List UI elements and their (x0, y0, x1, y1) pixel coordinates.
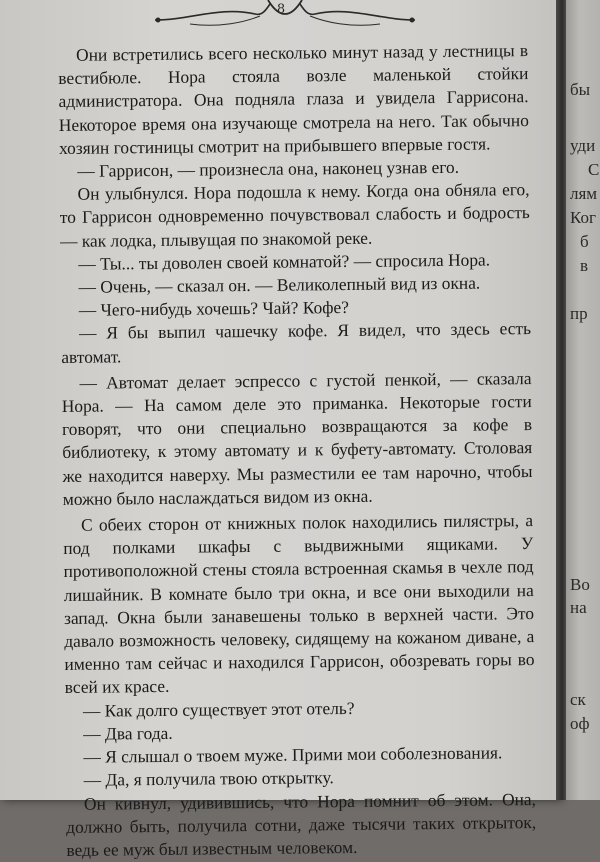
paragraph: — Да, я получила твою открытку. (83, 767, 334, 791)
paragraph: — Два года. (83, 722, 173, 744)
paragraph: — Чего-нибудь хочешь? Чай? Кофе? (78, 297, 350, 321)
body-text (58, 39, 537, 862)
next-page-fragment: в (580, 256, 589, 275)
next-page-edge (566, 0, 600, 800)
paragraph: — Я бы выпил чашечку кофе. Я видел, что здесь есть автомат. (61, 318, 532, 367)
paragraph: — Как долго существует этот отель? (82, 697, 355, 721)
next-page-fragment: С (588, 160, 600, 179)
paragraph: С обеих сторон от книжных полок находились пилястры, а под полками шкафы с выдвижными ящиками. У противоположной стены стояла встроенная скамья в чехле под лишайник. В комнате было три окна, и все они выходили на запад. Окна были занавешены только в верхней части. Это давало возможность человеку, сидящему на кожаном диване, а именно там сейчас и находился Гаррисон, обозревать горы во всей их красе. (63, 510, 535, 698)
paragraph: Он кивнул, удивившись, что Нора помнит об этом. Она, должно быть, получила сотни, даже тысячи таких открыток, ведь ее муж был известным человеком. (66, 788, 537, 860)
paragraph: — Ты... ты доволен своей комнатой? — спросила Нора. (78, 249, 491, 274)
next-page-fragment: Во (570, 575, 590, 594)
paragraph: Они встретились всего несколько минут назад у лестницы в вестибюле. Нора стояла возле маленькой стойки администратора. Она подняла глаза и увидела Гаррисона. Некоторое время она изучающе смотрела на него. Так обычно хозяин гостиницы смотрит на прибывшего впервые гостя. (58, 40, 529, 158)
next-page-fragment: б (580, 232, 589, 251)
paragraph: — Автомат делает эспрессо с густой пенкой, — сказала Нора. — На самом деле это приманка. Некоторые гости говорят, что они специально возвращаются за кофе в библиотеку, к этому автомату и к буфету-автомату. Столовая же находится наверху. Мы разместили ее там нарочно, чтобы можно было наслаждаться видом из окна. (61, 367, 533, 509)
next-page-fragment: на (570, 598, 587, 617)
paragraph: — Я слышал о твоем муже. Прими мои соболезнования. (83, 742, 503, 767)
next-page-fragment: лям (570, 184, 598, 203)
paragraph: — Очень, — сказал он. — Великолепный вид из окна. (78, 272, 481, 297)
next-page-fragment: оф (570, 714, 590, 733)
paragraph: — Гаррисон, — произнесла она, наконец узнав его. (77, 156, 460, 181)
next-page-fragment: уди (570, 136, 596, 155)
next-page-fragment: пр (570, 304, 588, 323)
paragraph: Он улыбнулся. Нора подошла к нему. Когда она обняла его, то Гаррисон одновременно почувствовал слабость и бодрость — как лодка, плывущая по знакомой реке. (59, 179, 530, 251)
page-number: 8 (276, 2, 286, 17)
next-page-fragment: ск (570, 690, 586, 709)
next-page-fragment: Ког (570, 208, 596, 227)
next-page-fragment: бы (570, 80, 591, 99)
